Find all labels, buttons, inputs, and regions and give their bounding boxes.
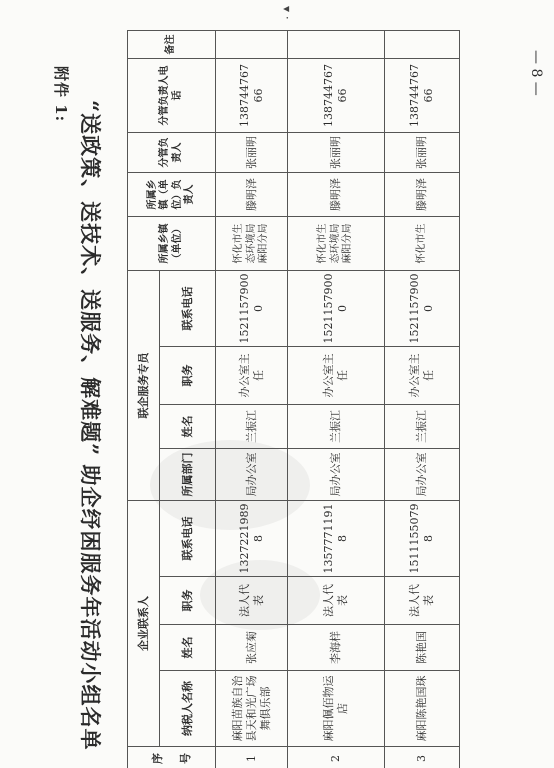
cell-town-unit: 怀化市生	[384, 217, 459, 271]
header-group-row	[128, 31, 160, 768]
cell-remark	[384, 31, 459, 59]
cell-town-leader: 滕明泽	[288, 173, 384, 217]
header-leader-in-charge: 分管负责人	[128, 133, 216, 173]
header-phone: 联系电话	[160, 501, 216, 577]
cell-town-leader: 滕明泽	[384, 173, 459, 217]
header-service-position: 职务	[160, 347, 216, 405]
header-taxpayer-name: 纳税人名称	[160, 671, 216, 747]
cell-service-position: 办公室主任	[216, 347, 288, 405]
cell-leader-phone: 13874476766	[288, 59, 384, 133]
cell-taxpayer: 麻阳陈艳国珠	[384, 671, 459, 747]
table-row	[288, 31, 384, 768]
cell-department: 局办公室	[288, 449, 384, 501]
cell-department: 局办公室	[384, 449, 459, 501]
cell-service-phone: 15211579000	[216, 271, 288, 347]
cell-position: 法人代表	[216, 577, 288, 625]
cell-service-phone: 15211579000	[384, 271, 459, 347]
header-name: 姓名	[160, 625, 216, 671]
header-enterprise-group: 企业联系人	[128, 501, 160, 747]
cell-position: 法人代表	[384, 577, 459, 625]
cell-service-name: 兰振江	[216, 405, 288, 449]
cell-town-leader: 滕明泽	[216, 173, 288, 217]
cell-phone: 15111550798	[384, 501, 459, 577]
cell-seq: 3	[384, 747, 459, 768]
header-town-unit: 所属乡镇（单位）	[128, 217, 216, 271]
cell-name: 李海样	[288, 625, 384, 671]
cell-phone: 13272219898	[216, 501, 288, 577]
cell-phone: 13577711918	[288, 501, 384, 577]
page-number: — 8 —	[528, 50, 544, 96]
contact-table	[127, 30, 460, 768]
header-leader-phone: 分管负责人电话	[128, 59, 216, 133]
cell-service-position: 办公室主任	[384, 347, 459, 405]
cell-service-name: 兰振江	[288, 405, 384, 449]
table-row	[216, 31, 288, 768]
header-service-phone: 联系电话	[160, 271, 216, 347]
cell-name: 陈艳国	[384, 625, 459, 671]
header-department: 所属部门	[160, 449, 216, 501]
header-town-leader: 所属乡镇（单位）负责人	[128, 173, 216, 217]
cell-taxpayer: 麻阳佩佰物运店	[288, 671, 384, 747]
cell-remark	[216, 31, 288, 59]
table-row	[384, 31, 459, 768]
header-seq: 序 号	[128, 747, 216, 768]
header-service-group: 联企服务专员	[128, 271, 160, 501]
document-title: “送政策、送技术、送服务、解难题” 助企纾困服务年活动小组名单	[78, 100, 103, 751]
header-position: 职务	[160, 577, 216, 625]
cell-seq: 2	[288, 747, 384, 768]
cell-department: 局办公室	[216, 449, 288, 501]
cell-leader-phone: 13874476766	[216, 59, 288, 133]
header-remark: 备注	[128, 31, 216, 59]
top-mark: ▾ ·	[280, 6, 294, 20]
cell-leader-in-charge: 张丽明	[384, 133, 459, 173]
cell-service-name: 兰振江	[384, 405, 459, 449]
cell-service-phone: 15211579000	[288, 271, 384, 347]
cell-town-unit: 怀化市生态环境局麻阳分局	[288, 217, 384, 271]
cell-seq: 1	[216, 747, 288, 768]
cell-leader-phone: 13874476766	[384, 59, 459, 133]
cell-town-unit: 怀化市生态环境局麻阳分局	[216, 217, 288, 271]
cell-remark	[288, 31, 384, 59]
cell-leader-in-charge: 张丽明	[216, 133, 288, 173]
attachment-label: 附件 1:	[52, 66, 70, 123]
cell-service-position: 办公室主任	[288, 347, 384, 405]
cell-position: 法人代表	[288, 577, 384, 625]
cell-taxpayer: 麻阳苗族自治县天和光广场舞俱乐部	[216, 671, 288, 747]
cell-leader-in-charge: 张丽明	[288, 133, 384, 173]
cell-name: 张应菊	[216, 625, 288, 671]
header-service-name: 姓名	[160, 405, 216, 449]
